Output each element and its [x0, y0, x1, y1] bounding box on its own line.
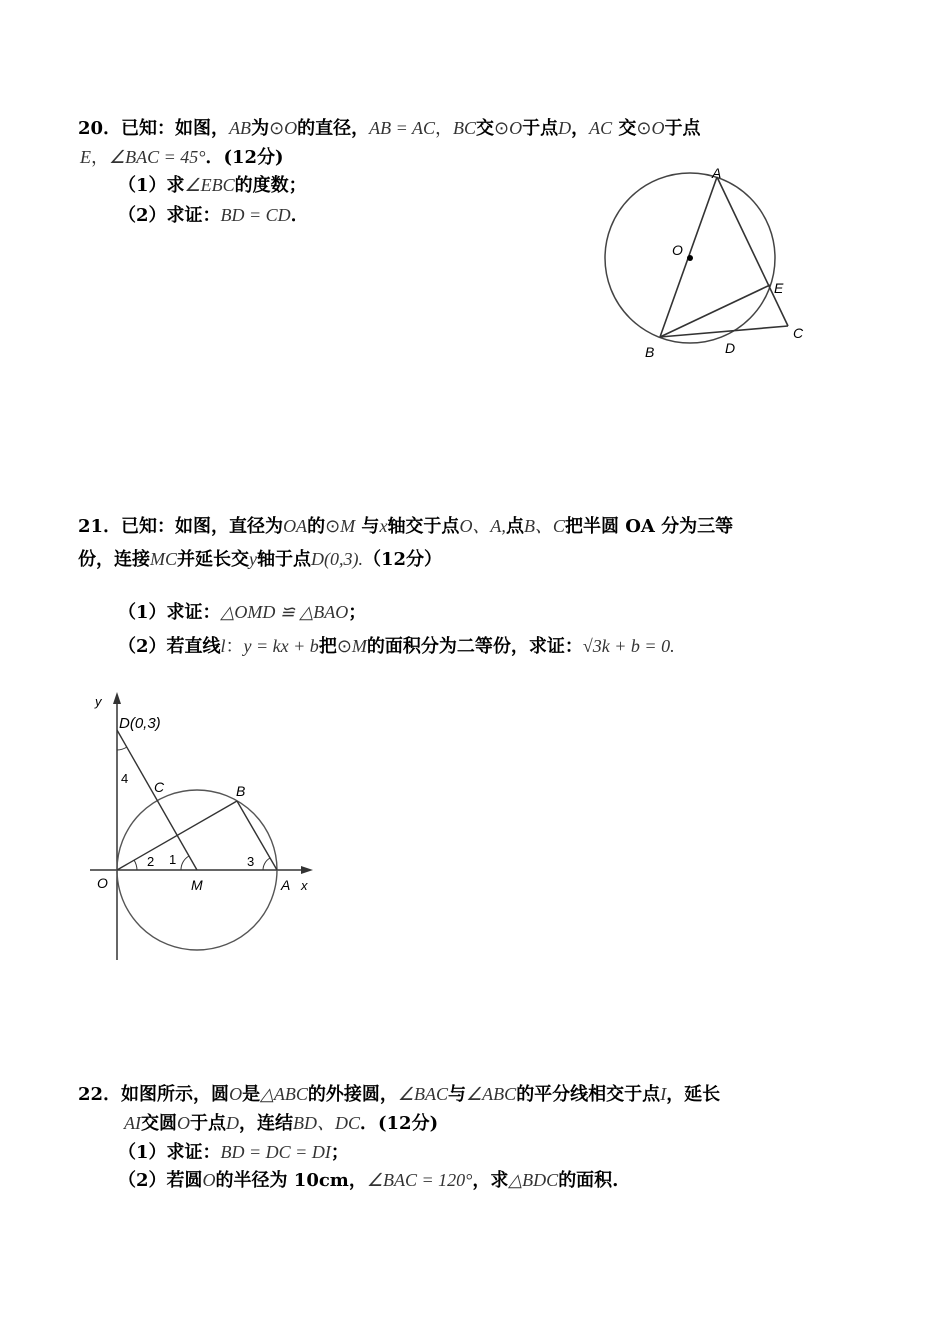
q20-label-e: E: [774, 280, 784, 296]
q22-sub1: （1）求证：BD = DC = DI；: [118, 1142, 349, 1163]
q21-number: 21: [78, 516, 104, 537]
q22-line1: 22．如图所示，圆O是△ABC的外接圆，∠BAC与∠ABC的平分线相交于点I，延长: [78, 1084, 721, 1105]
q21-arc-1: [181, 856, 189, 870]
q20-label-c: C: [793, 325, 804, 341]
q22-sub2: （2）若圆O的半径为 10cm，∠BAC = 120°，求△BDC的面积.: [118, 1170, 619, 1191]
q20-label-b: B: [645, 344, 655, 360]
q21-label-2: 2: [147, 854, 155, 869]
q22-line2: AI交圆O于点D，连结BD、DC．(12分): [124, 1113, 439, 1134]
q21-label-3: 3: [247, 854, 255, 869]
q21-arc-4: [117, 747, 127, 750]
q21-figure: [85, 690, 325, 970]
q21-label-m: M: [191, 877, 203, 893]
q21-label-4: 4: [121, 771, 129, 786]
q21-x-arrow: [301, 866, 313, 874]
q21-label-y: y: [95, 694, 102, 709]
q21-line-ob: [117, 801, 237, 870]
q21-arc-2: [134, 860, 137, 870]
q21-label-1: 1: [169, 852, 177, 867]
q21-line-ba: [237, 801, 277, 870]
q20-line1: 20．已知：如图，AB为⊙O的直径，AB = AC，BC交⊙O于点D，AC 交⊙O于点: [78, 118, 701, 139]
q20-center-dot: [687, 255, 693, 261]
q21-line1: 21．已知：如图，直径为OA的⊙M 与x轴交于点O、A,点B、C把半圆 OA 分为三等: [78, 516, 734, 537]
q21-label-o: O: [97, 875, 108, 891]
q20-sub2: （2）求证：BD = CD．: [118, 205, 309, 226]
q21-label-b: B: [236, 783, 246, 799]
q22-number: 22: [78, 1084, 104, 1105]
q20-label-o: O: [672, 242, 683, 258]
q20-label-a: A: [712, 165, 722, 181]
q21-line-dm: [117, 730, 197, 870]
q21-sub1: （1）求证：△OMD ≌ △BAO；: [118, 602, 367, 623]
q20-sub1: （1）求∠EBC的度数；: [118, 175, 307, 196]
q21-label-a: A: [281, 877, 291, 893]
q21-arc-3: [263, 858, 270, 870]
q20-figure: [595, 160, 820, 365]
q20-number: 20: [78, 118, 104, 139]
q21-sub2: （2）若直线l：y = kx + b把⊙M的面积分为二等份，求证：√3k + b = 0.: [118, 636, 675, 657]
q20-label-d: D: [725, 340, 736, 356]
q21-line2: 份，连接MC并延长交y轴于点D(0,3).（12分）: [78, 549, 443, 570]
q21-y-arrow: [113, 692, 121, 704]
q21-label-d: D(0,3): [119, 715, 161, 732]
q21-label-c: C: [154, 779, 165, 795]
q20-line2: E，∠BAC = 45°．(12分): [80, 147, 284, 168]
q21-label-x: x: [301, 878, 308, 893]
